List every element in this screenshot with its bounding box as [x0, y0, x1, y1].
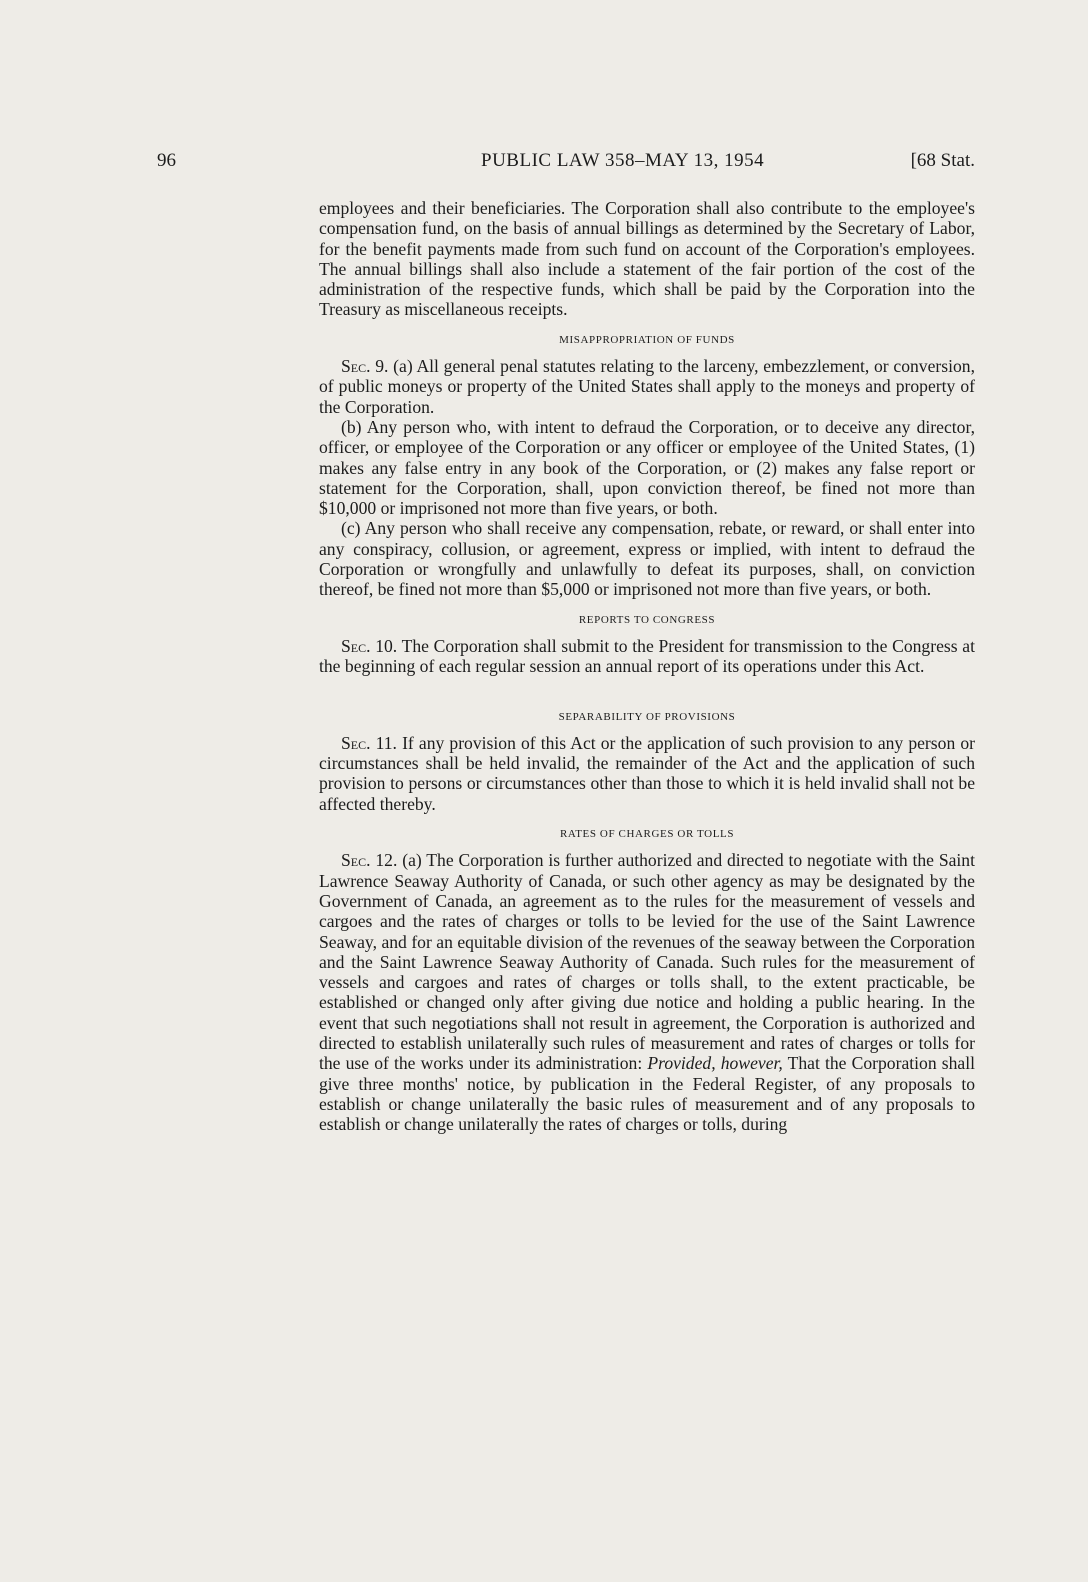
document-body — [319, 198, 975, 1134]
page-number: 96 — [157, 150, 176, 171]
section-paragraph — [319, 733, 975, 814]
section-text: (a) All general penal statutes relating to the larceny, embezzlement, or conversion, of public moneys or property of the United States shall apply to the moneys and property of the Corporation. — [319, 356, 975, 417]
running-title: PUBLIC LAW 358–MAY 13, 1954 — [481, 150, 765, 171]
section-text: That the Corporation shall give three months' notice, by publication in the Federal Register, of any proposals to establish or change unilaterally the basic rules of measurement and of any proposals to establish or change unilaterally the rates of charges or tolls, during — [319, 1053, 975, 1135]
page-header — [157, 150, 975, 182]
section-label: Sec. 9. — [341, 356, 389, 377]
section-paragraph: (c) Any person who shall receive any compensation, rebate, or reward, or shall enter into any conspiracy, collusion, or agreement, express or implied, with intent to defraud the Corporation or wrongfully and unlawfully to defeat its purposes, shall, on conviction thereof, be fined not more than $5,000 or imprisoned not more than five years, or both. — [319, 518, 975, 600]
section-paragraph — [319, 636, 975, 677]
section-text: (a) The Corporation is further authorized and directed to negotiate with the Saint Lawrence Seaway Authority of Canada, or such other agency as may be designated by the Government of Canada, an agreement as to the rules for the measurement of vessels and cargoes and the rates of charges or tolls to be levied for the use of the Saint Lawrence Seaway, and for an equitable division of the revenues of the seaway between the Corporation and the Saint Lawrence Seaway Authority of Canada. Such rules for the measurement of vessels and cargoes and rates of charges or tolls shall, to the extent practicable, be established or changed only after giving due notice and holding a public hearing. In the event that such negotiations shall not result in agreement, the Corporation is authorized and directed to establish unilaterally such rules of measurement and rates of charges or tolls for the use of the works under its administration: — [319, 850, 975, 1074]
section-heading: SEPARABILITY OF PROVISIONS — [558, 710, 736, 723]
section-heading: MISAPPROPRIATION OF FUNDS — [559, 333, 735, 346]
section-label: Sec. 11. — [341, 732, 397, 753]
statute-reference: [68 Stat. — [910, 150, 975, 171]
section-text: The Corporation shall submit to the President for transmission to the Congress at the beginning of each regular session an annual report of its operations under this Act. — [319, 635, 975, 677]
section-paragraph — [319, 356, 975, 417]
section-text: If any provision of this Act or the application of such provision to any person or circumstances shall be held invalid, the remainder of the Act and the application of such provision to persons or circumstances other than those to which it is held invalid shall not be affected thereby. — [319, 732, 975, 814]
continued-paragraph: employees and their beneficiaries. The Corporation shall also contribute to the employee's compensation fund, on the basis of annual billings as determined by the Secretary of Labor, for the benefit payments made from such fund on account of the Corporation's employees. The annual billings shall also include a statement of the fair portion of the cost of the administration of the respective funds, which shall be paid by the Corporation into the Treasury as miscellaneous receipts. — [319, 198, 975, 320]
section-label: Sec. 12. — [341, 850, 398, 871]
proviso-text: Provided, however, — [647, 1053, 783, 1074]
section-heading: REPORTS TO CONGRESS — [578, 613, 716, 626]
section-heading: RATES OF CHARGES OR TOLLS — [559, 828, 735, 841]
section-paragraph — [319, 850, 975, 1134]
section-paragraph: (b) Any person who, with intent to defraud the Corporation, or to deceive any director, officer, or employee of the Corporation or any officer or employee of the United States, (1) makes any false entry in any book of the Corporation, or (2) makes any false report or statement for the Corporation, shall, upon conviction thereof, be fined not more than $10,000 or imprisoned not more than five years, or both. — [319, 416, 975, 519]
section-label: Sec. 10. — [341, 635, 398, 656]
